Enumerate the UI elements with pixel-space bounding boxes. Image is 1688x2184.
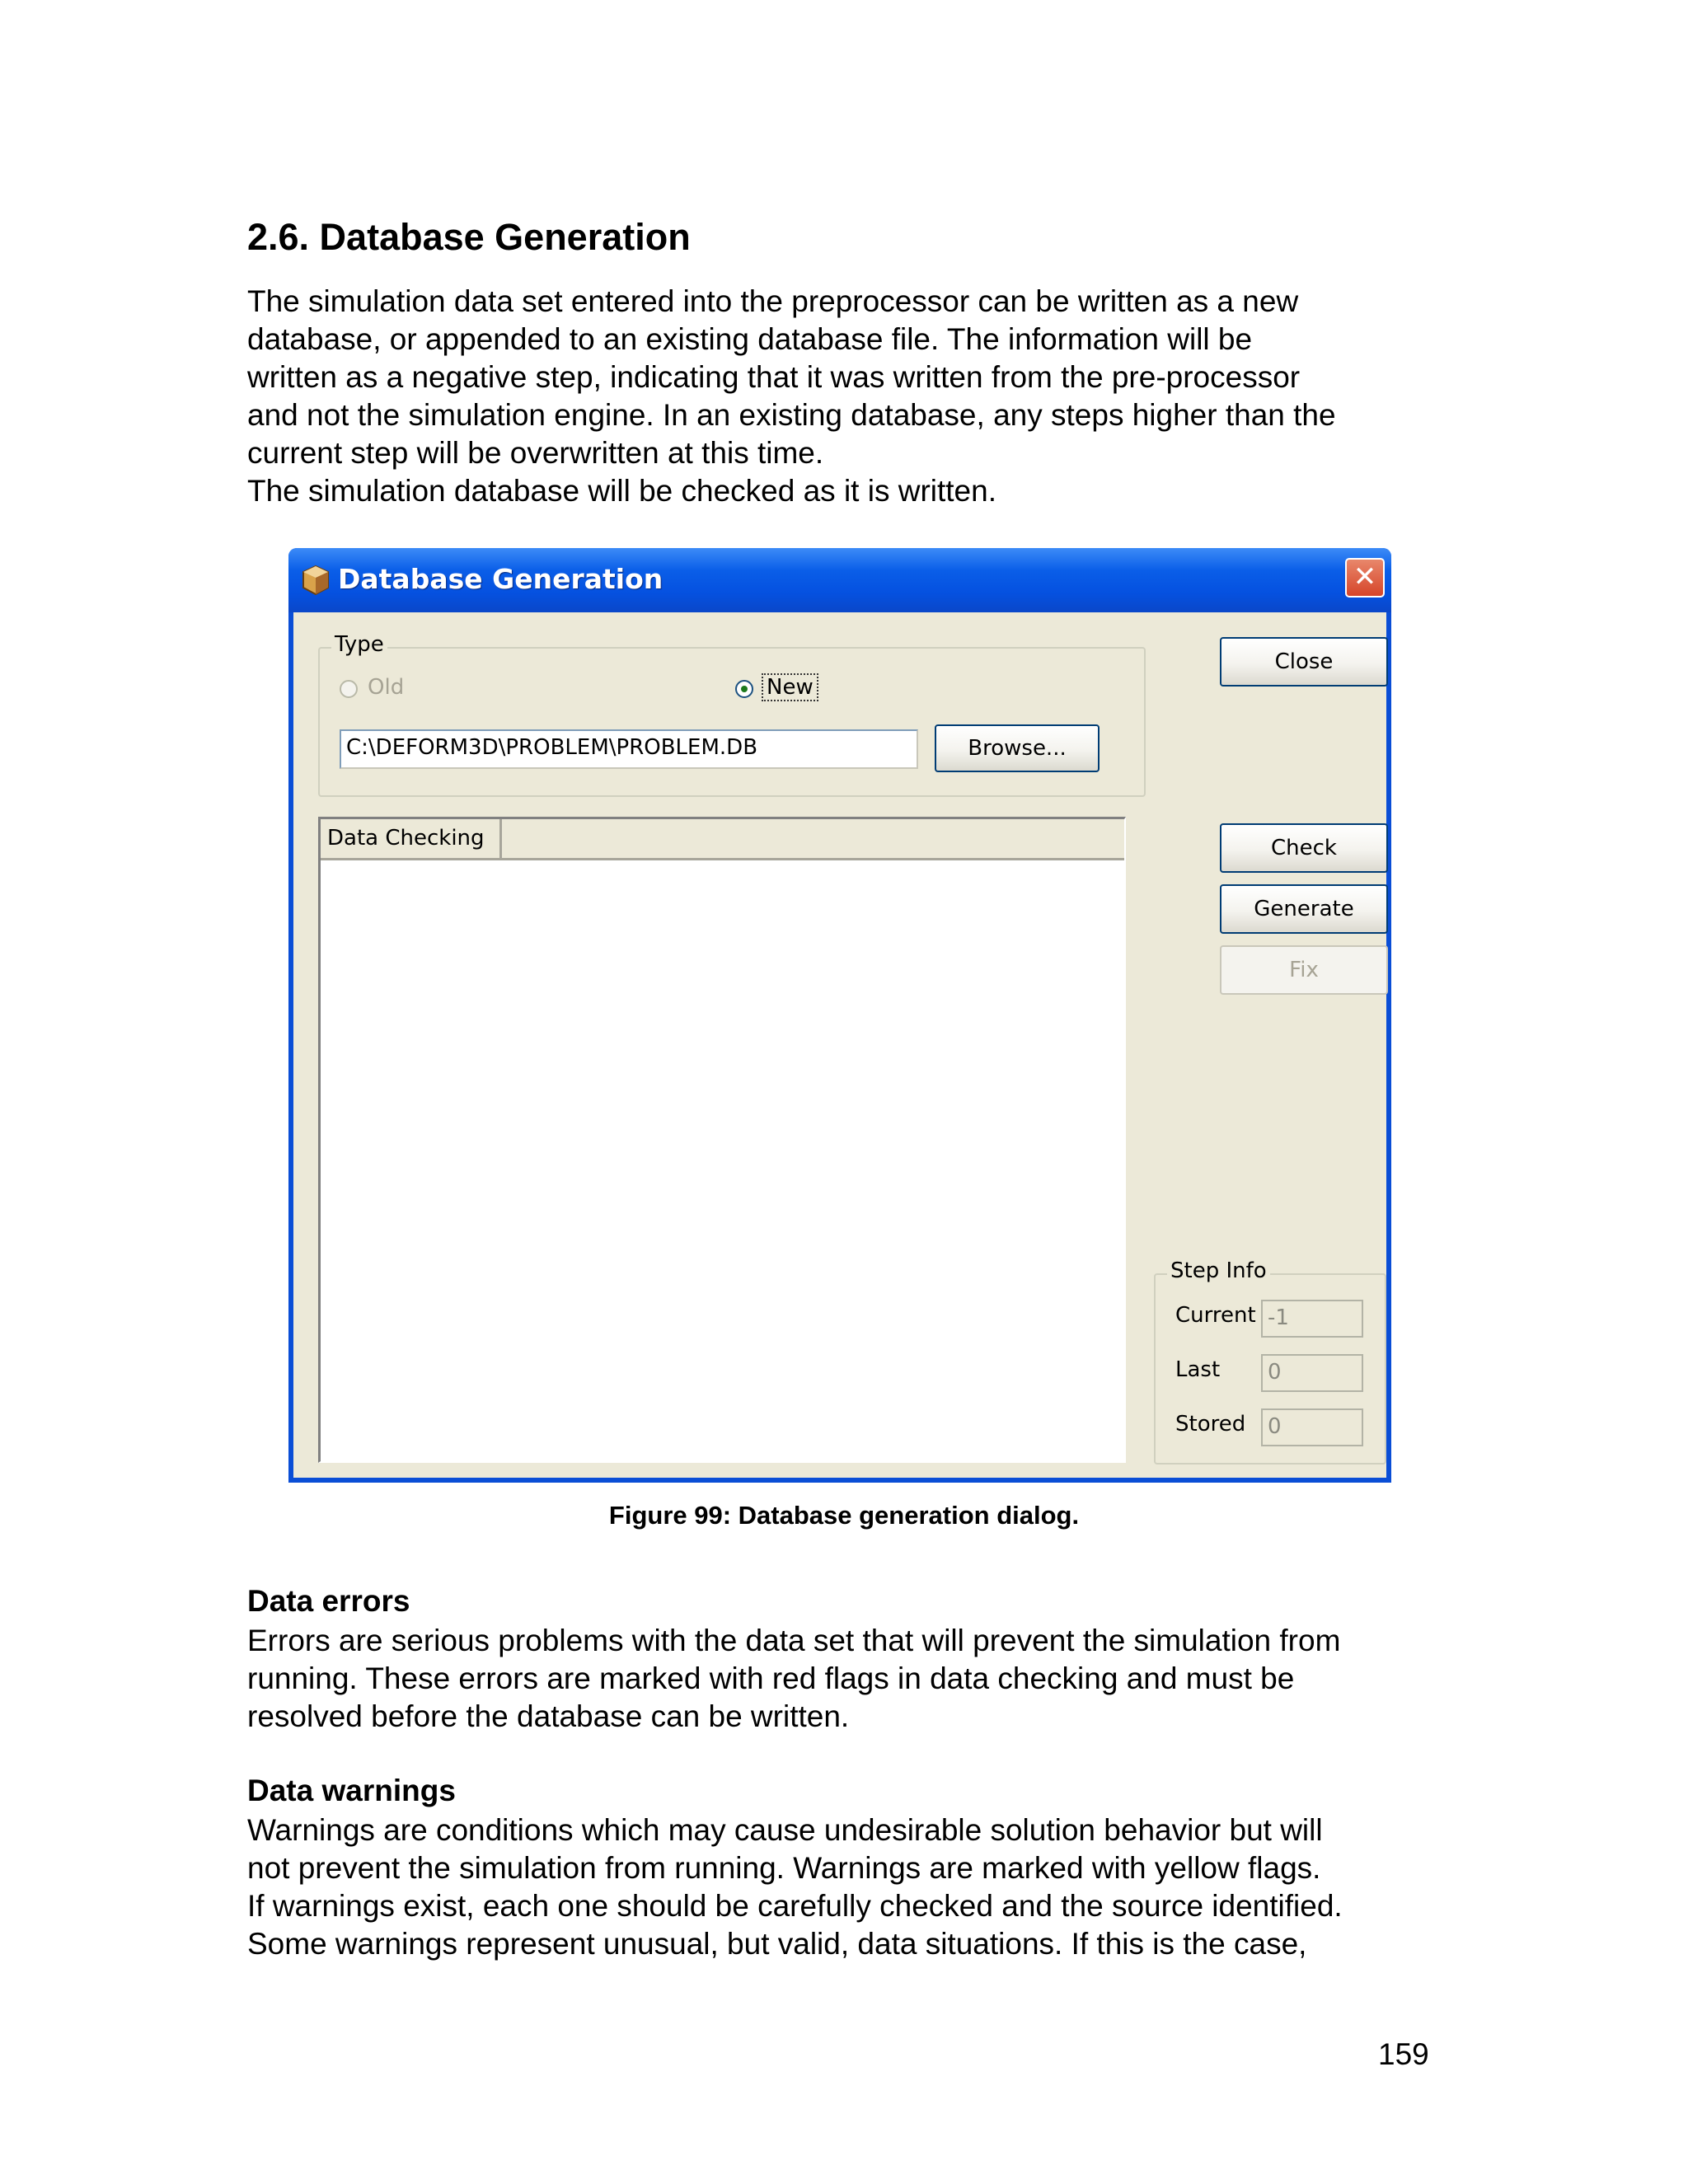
intro-line: and not the simulation engine. In an existing database, any steps higher than the (247, 398, 1336, 432)
close-button[interactable]: Close (1220, 637, 1388, 687)
radio-selected-dot (741, 686, 748, 692)
dialog-title: Database Generation (338, 563, 663, 595)
step-info-legend: Step Info (1167, 1258, 1270, 1283)
figure-caption: Figure 99: Database generation dialog. (608, 1501, 1080, 1530)
list-header (321, 819, 1124, 860)
last-step-field: 0 (1261, 1354, 1363, 1392)
stored-step-field: 0 (1261, 1408, 1363, 1446)
dialog-titlebar[interactable] (288, 548, 1391, 612)
browse-button[interactable]: Browse... (935, 724, 1100, 772)
radio-new[interactable] (735, 680, 753, 698)
data-warnings-heading: Data warnings (247, 1774, 456, 1807)
current-step-field: -1 (1261, 1300, 1363, 1338)
intro-paragraph (247, 283, 1451, 510)
page-number: 159 (1378, 2037, 1429, 2071)
paragraph-line: running. These errors are marked with red flags in data checking and must be (247, 1661, 1295, 1695)
close-icon[interactable]: ✕ (1345, 558, 1385, 598)
data-errors-paragraph (247, 1622, 1451, 1736)
intro-note: The simulation database will be checked as it is written. (247, 474, 996, 508)
section-title: 2.6. Database Generation (247, 216, 691, 258)
type-group (318, 632, 1146, 797)
fix-button[interactable]: Fix (1220, 945, 1388, 995)
step-info-group (1154, 1258, 1386, 1465)
intro-line: database, or appended to an existing database file. The information will be (247, 322, 1253, 356)
paragraph-line: not prevent the simulation from running. Warnings are marked with yellow flags. (247, 1851, 1321, 1885)
paragraph-line: If warnings exist, each one should be carefully checked and the source identified. (247, 1889, 1343, 1923)
intro-line: written as a negative step, indicating that it was written from the pre-processor (247, 360, 1301, 394)
radio-old-label: Old (368, 675, 405, 700)
data-errors-heading: Data errors (247, 1584, 410, 1618)
paragraph-line: Errors are serious problems with the data set that will prevent the simulation from (247, 1624, 1341, 1657)
intro-line: current step will be overwritten at this time. (247, 436, 824, 470)
radio-old[interactable] (340, 680, 358, 698)
type-group-legend: Type (331, 632, 387, 657)
stored-step-label: Stored (1175, 1412, 1246, 1436)
data-warnings-paragraph (247, 1811, 1451, 1963)
radio-new-label: New (762, 673, 818, 701)
paragraph-line: Some warnings represent unusual, but valid, data situations. If this is the case, (247, 1927, 1307, 1961)
paragraph-line: Warnings are conditions which may cause undesirable solution behavior but will (247, 1813, 1323, 1847)
last-step-label: Last (1175, 1357, 1221, 1382)
current-step-label: Current (1175, 1303, 1256, 1328)
database-generation-dialog (288, 548, 1391, 1483)
intro-line: The simulation data set entered into the preprocessor can be written as a new (247, 284, 1299, 318)
data-checking-list[interactable] (318, 817, 1126, 1463)
column-header-data-checking[interactable]: Data Checking (321, 819, 502, 858)
database-path-input[interactable]: C:\DEFORM3D\PROBLEM\PROBLEM.DB (340, 729, 918, 769)
generate-button[interactable]: Generate (1220, 884, 1388, 934)
app-icon (302, 565, 330, 596)
paragraph-line: resolved before the database can be written. (247, 1699, 850, 1733)
check-button[interactable]: Check (1220, 823, 1388, 873)
dialog-body (293, 612, 1386, 1478)
